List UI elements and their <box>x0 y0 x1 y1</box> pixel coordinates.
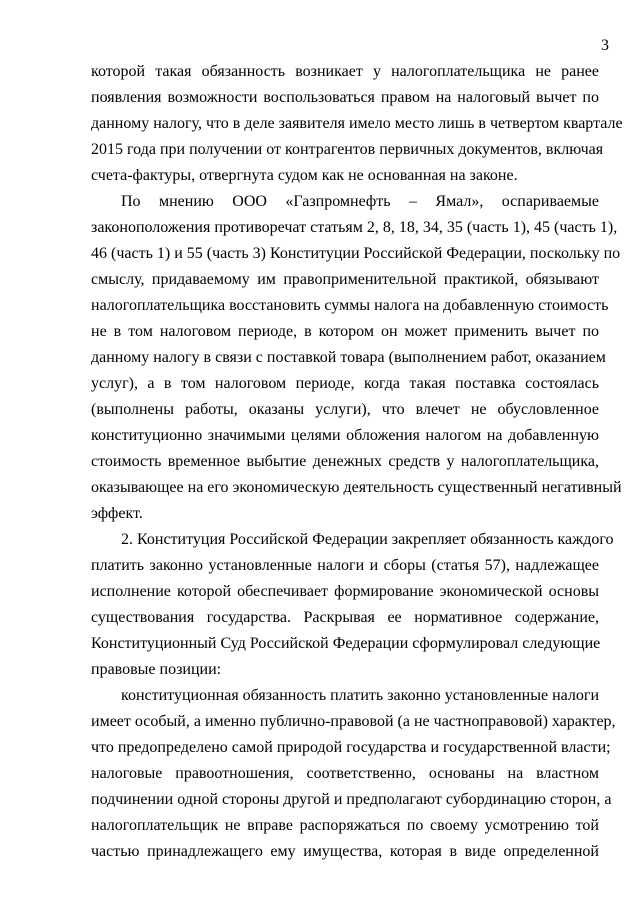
text-line: данному налогу в связи с поставкой товара (выполнением работ, оказанием <box>91 349 606 366</box>
text-line: услуг), а в том налоговом периоде, когда такая поставка состоялась <box>91 375 599 392</box>
text-line: конституционно значимыми целями обложения налогом на добавленную <box>91 427 599 444</box>
text-line: оказывающее на его экономическую деятельность существенный негативный <box>91 479 622 496</box>
text-line: которой такая обязанность возникает у налогоплательщика не ранее <box>91 63 599 80</box>
text-line: подчинении одной стороны другой и предполагают субординацию сторон, а <box>91 791 612 808</box>
text-line: налоговые правоотношения, соответственно, основаны на властном <box>91 765 599 782</box>
text-line: исполнение которой обеспечивает формирование экономической основы <box>91 583 599 600</box>
text-line: законоположения противоречат статьям 2, 8, 18, 34, 35 (часть 1), 45 (часть 1), <box>91 219 618 236</box>
text-line: платить законно установленные налоги и сборы (статья 57), надлежащее <box>91 557 599 574</box>
text-line: существования государства. Раскрывая ее нормативное содержание, <box>91 609 599 626</box>
text-line: данному налогу, что в деле заявителя имело место лишь в четвертом квартале <box>91 115 623 132</box>
text-line: что предопределено самой природой государства и государственной власти; <box>91 739 611 756</box>
text-line: эффект. <box>91 505 143 522</box>
text-line: 46 (часть 1) и 55 (часть 3) Конституции Российской Федерации, поскольку по <box>91 245 621 262</box>
text-line: не в том налоговом периоде, в котором он может применить вычет по <box>91 323 599 340</box>
text-line: имеет особый, а именно публично-правовой (а не частноправовой) характер, <box>91 713 616 730</box>
text-line: 2. Конституция Российской Федерации закрепляет обязанность каждого <box>121 531 614 548</box>
text-line: счета-фактуры, отвергнута судом как не основанная на законе. <box>91 167 518 184</box>
text-line: стоимость временное выбытие денежных средств у налогоплательщика, <box>91 453 599 470</box>
text-line: налогоплательщика восстановить суммы налога на добавленную стоимость <box>91 297 609 314</box>
page-number: 3 <box>601 37 609 54</box>
text-line: По мнению ООО «Газпромнефть – Ямал», оспариваемые <box>121 193 599 210</box>
text-line: появления возможности воспользоваться правом на налоговый вычет по <box>91 89 599 106</box>
text-line: смыслу, придаваемому им правоприменительной практикой, обязывают <box>91 271 599 288</box>
text-line: (выполнены работы, оказаны услуги), что влечет не обусловленное <box>91 401 599 418</box>
text-line: Конституционный Суд Российской Федерации сформулировал следующие <box>91 635 601 652</box>
text-line: правовые позиции: <box>91 661 222 678</box>
text-line: конституционная обязанность платить законно установленные налоги <box>121 687 599 704</box>
text-line: 2015 года при получении от контрагентов первичных документов, включая <box>91 141 604 158</box>
text-line: частью принадлежащего ему имущества, которая в виде определенной <box>91 843 599 860</box>
text-line: налогоплательщик не вправе распоряжаться по своему усмотрению той <box>91 817 599 834</box>
